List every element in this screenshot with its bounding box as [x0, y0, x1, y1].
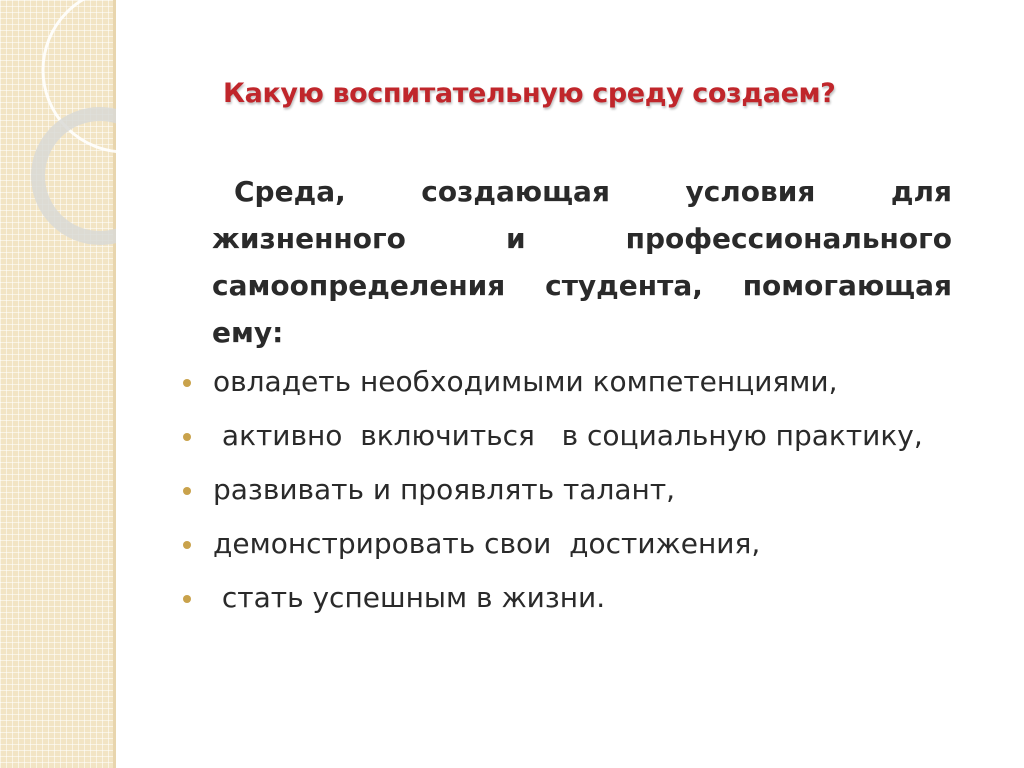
bullet-list [183, 360, 923, 630]
bullet-text: развивать и проявлять талант, [213, 473, 676, 506]
bullet-dot-icon [183, 433, 191, 441]
bullet-dot-icon [183, 379, 191, 387]
bullet-text: активно включиться в социальную практику, [213, 419, 923, 452]
list-item [183, 468, 923, 512]
intro-paragraph: Среда, создающая условия для жизненного и профессионального самоопределения студента, помогающая ему: [212, 175, 952, 349]
list-item [183, 576, 923, 620]
decorative-circles [0, 0, 116, 768]
bullet-dot-icon [183, 541, 191, 549]
bullet-text: стать успешным в жизни. [213, 581, 606, 614]
bullet-dot-icon [183, 595, 191, 603]
list-item [183, 414, 923, 458]
decorative-ring-grey [38, 114, 116, 238]
bullet-text: демонстрировать свои достижения, [213, 527, 761, 560]
bullet-text: овладеть необходимыми компетенциями, [213, 365, 838, 398]
slide-title: Какую воспитательную среду создаем? [223, 78, 836, 109]
list-item [183, 522, 923, 566]
list-item [183, 360, 923, 404]
bullet-dot-icon [183, 487, 191, 495]
